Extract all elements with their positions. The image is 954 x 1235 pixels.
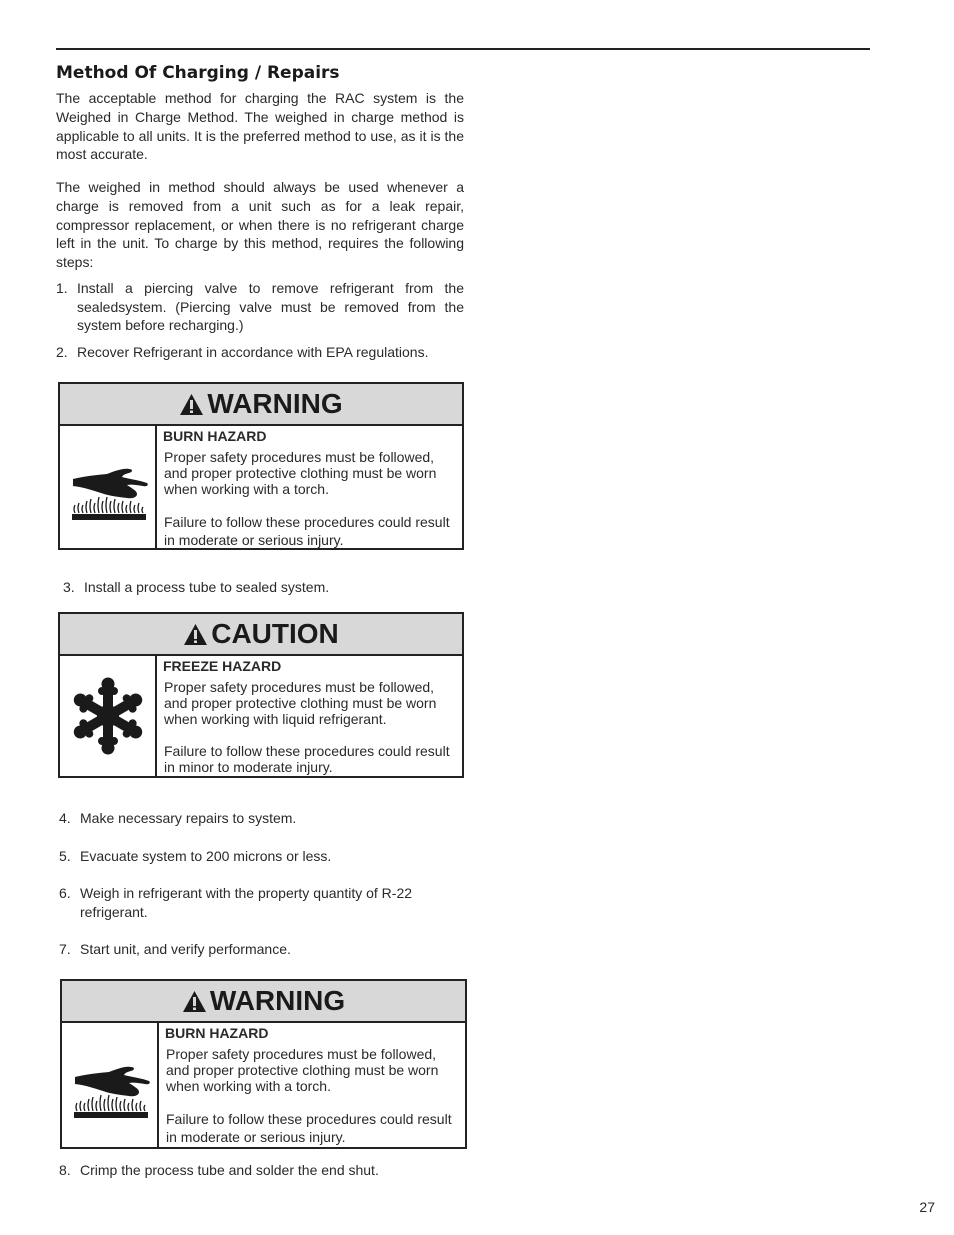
hazard-label: BURN HAZARD <box>165 1025 269 1041</box>
step-text: Start unit, and verify performance. <box>80 941 291 957</box>
step-item <box>59 1161 459 1180</box>
warning-header <box>60 384 462 426</box>
step-item <box>56 343 476 362</box>
step-text: Make necessary repairs to system. <box>80 810 297 826</box>
burn-hand-icon <box>60 426 157 548</box>
step-number: 3. <box>63 579 75 595</box>
intro-paragraph: The acceptable method for charging the RAC system is the Weighed in Charge Method. The weighed in charge method is applicable to all units. It is the preferred method to use, as it is the most accurate. <box>56 90 464 163</box>
warning-header <box>62 981 465 1023</box>
step-item <box>59 847 459 866</box>
hazard-instruction: Proper safety procedures must be followed, and proper protective clothing must be worn when working with a torch. <box>166 1046 439 1094</box>
caution-box <box>58 612 464 778</box>
hazard-label: BURN HAZARD <box>163 428 267 444</box>
warning-title: WARNING <box>209 985 346 1016</box>
method-paragraph: The weighed in method should always be used whenever a charge is removed from a unit such as for a leak repair, compressor replacement, or when there is no refrigerant charge left in the unit. To charge by this method, requires the following steps: <box>56 179 464 271</box>
step-item <box>59 884 459 921</box>
hazard-label: FREEZE HAZARD <box>163 658 282 674</box>
warning-title: WARNING <box>207 388 343 419</box>
warning-box <box>60 979 467 1149</box>
top-rule <box>56 48 870 50</box>
step-item <box>59 940 459 959</box>
alert-triangle-icon <box>182 990 207 1013</box>
caution-title: CAUTION <box>211 618 339 649</box>
step-number: 7. <box>59 941 71 957</box>
step-number: 1. <box>56 280 68 296</box>
alert-triangle-icon <box>183 623 208 646</box>
step-text: Crimp the process tube and solder the end shut. <box>80 1162 379 1178</box>
step-text: Evacuate system to 200 microns or less. <box>80 848 332 864</box>
section-heading: Method Of Charging / Repairs <box>56 63 340 83</box>
step-text: Recover Refrigerant in accordance with EPA regulations. <box>77 344 429 360</box>
hazard-instruction: Proper safety procedures must be followed, and proper protective clothing must be worn when working with a torch. <box>164 449 437 497</box>
step-number: 4. <box>59 810 71 826</box>
step-number: 8. <box>59 1162 71 1178</box>
hazard-consequence: Failure to follow these procedures could result in minor to moderate injury. <box>164 743 450 775</box>
step-text: Weigh in refrigerant with the property quantity of R-22 refrigerant. <box>80 885 413 920</box>
hazard-consequence: Failure to follow these procedures could result in moderate or serious injury. <box>164 514 450 548</box>
hazard-consequence: Failure to follow these procedures could result in moderate or serious injury. <box>166 1111 452 1145</box>
hazard-instruction: Proper safety procedures must be followed, and proper protective clothing must be worn when working with liquid refrigerant. <box>164 679 437 727</box>
step-number: 2. <box>56 344 68 360</box>
caution-header <box>60 614 462 656</box>
alert-triangle-icon <box>179 393 204 416</box>
burn-hand-icon <box>62 1023 159 1147</box>
warning-box <box>58 382 464 550</box>
step-number: 5. <box>59 848 71 864</box>
step-number: 6. <box>59 885 71 901</box>
step-item <box>59 809 459 828</box>
step-item <box>56 279 464 335</box>
page-number: 27 <box>919 1199 935 1215</box>
step-item <box>63 578 463 597</box>
step-text: Install a process tube to sealed system. <box>84 579 330 595</box>
snowflake-icon <box>60 656 157 776</box>
step-text: Install a piercing valve to remove refrigerant from the sealedsystem. (Piercing valve must be removed from the system before recharging.) <box>77 280 464 334</box>
